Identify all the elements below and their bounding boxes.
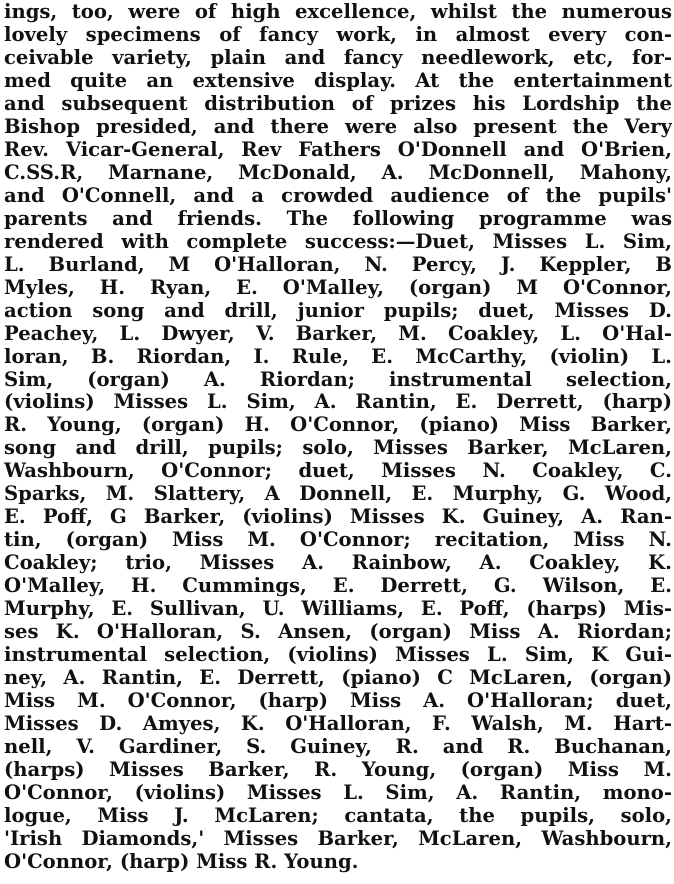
- text-line: Peachey, L. Dwyer, V. Barker, M. Coakley, L. O'Hal-: [4, 322, 672, 345]
- newspaper-article-column: [4, 1, 672, 874]
- text-line: loran, B. Riordan, I. Rule, E. McCarthy, (violin) L.: [4, 345, 672, 368]
- text-line: ney, A. Rantin, E. Derrett, (piano) C McLaren, (organ): [4, 667, 672, 690]
- text-line: Washbourn, O'Connor; duet, Misses N. Coakley, C.: [4, 460, 672, 483]
- text-line: O'Connor, (violins) Misses L. Sim, A. Rantin, mono-: [4, 781, 672, 804]
- text-line: action song and drill, junior pupils; duet, Misses D.: [4, 299, 672, 322]
- text-line: E. Poff, G Barker, (violins) Misses K. Guiney, A. Ran-: [4, 506, 672, 529]
- text-line: Miss M. O'Connor, (harp) Miss A. O'Halloran; duet,: [4, 690, 672, 713]
- text-line: logue, Miss J. McLaren; cantata, the pupils, solo,: [4, 804, 672, 827]
- text-line: Sim, (organ) A. Riordan; instrumental selection,: [4, 368, 672, 391]
- text-line: ses K. O'Halloran, S. Ansen, (organ) Miss A. Riordan;: [4, 621, 672, 644]
- text-line: Murphy, E. Sullivan, U. Williams, E. Poff, (harps) Mis-: [4, 598, 672, 621]
- text-line: med quite an extensive display. At the entertainment: [4, 69, 672, 92]
- text-line: parents and friends. The following programme was: [4, 207, 672, 230]
- text-line: L. Burland, M O'Halloran, N. Percy, J. Keppler, B: [4, 253, 672, 276]
- text-line: Rev. Vicar-General, Rev Fathers O'Donnell and O'Brien,: [4, 138, 672, 161]
- text-line: Sparks, M. Slattery, A Donnell, E. Murphy, G. Wood,: [4, 483, 672, 506]
- text-line: O'Connor, (harp) Miss R. Young.: [4, 850, 359, 873]
- text-line: (violins) Misses L. Sim, A. Rantin, E. Derrett, (harp): [4, 391, 672, 414]
- text-line: Myles, H. Ryan, E. O'Malley, (organ) M O'Connor,: [4, 276, 672, 299]
- text-line: rendered with complete success:—Duet, Misses L. Sim,: [4, 230, 672, 253]
- text-line: O'Malley, H. Cummings, E. Derrett, G. Wilson, E.: [4, 575, 672, 598]
- text-line: Bishop presided, and there were also present the Very: [4, 115, 672, 138]
- text-line: ings, too, were of high excellence, whilst the numerous: [4, 1, 672, 23]
- text-line: ceivable variety, plain and fancy needlework, etc, for-: [4, 46, 672, 69]
- text-line: song and drill, pupils; solo, Misses Barker, McLaren,: [4, 437, 672, 460]
- text-line: nell, V. Gardiner, S. Guiney, R. and R. Buchanan,: [4, 736, 672, 758]
- text-line: and O'Connell, and a crowded audience of the pupils': [4, 184, 672, 207]
- text-line: C.SS.R, Marnane, McDonald, A. McDonnell, Mahony,: [4, 161, 672, 184]
- text-line: lovely specimens of fancy work, in almost every con-: [4, 23, 672, 46]
- text-line: 'Irish Diamonds,' Misses Barker, McLaren, Washbourn,: [4, 827, 672, 850]
- text-line: Misses D. Amyes, K. O'Halloran, F. Walsh, M. Hart-: [4, 713, 672, 736]
- text-line: (harps) Misses Barker, R. Young, (organ) Miss M.: [4, 758, 672, 781]
- text-line: tin, (organ) Miss M. O'Connor; recitation, Miss N.: [4, 529, 672, 552]
- text-line: and subsequent distribution of prizes his Lordship the: [4, 92, 672, 115]
- text-line: R. Young, (organ) H. O'Connor, (piano) Miss Barker,: [4, 414, 672, 437]
- text-line: Coakley; trio, Misses A. Rainbow, A. Coakley, K.: [4, 552, 672, 575]
- text-line: instrumental selection, (violins) Misses L. Sim, K Gui-: [4, 644, 672, 667]
